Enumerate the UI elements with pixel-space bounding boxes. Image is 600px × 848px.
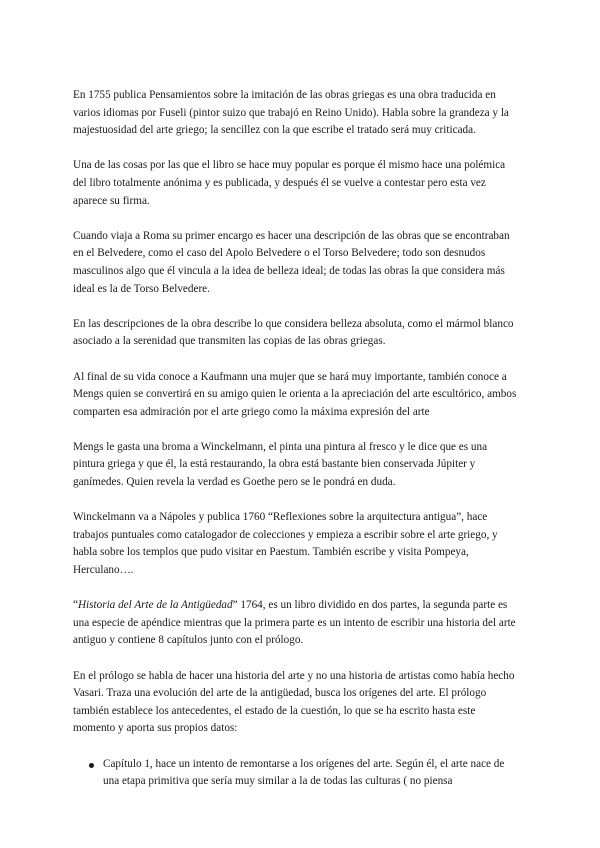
paragraph-broma-mengs: Mengs le gasta una broma a Winckelmann, el pinta una pintura al fresco y le dice que es una pintura griega y que él, la está restaurando, la obra está bastante bien conservada Júpiter y ganímedes. Quien revela la verdad es Goethe pero se le pondrá en duda. xyxy=(73,440,488,489)
paragraph-historia-arte xyxy=(73,597,519,650)
paragraph-roma-belvedere: Cuando viaja a Roma su primer encargo es hacer una descripción de las obras que se encontraban en el Belvedere, como el caso del Apolo Belvedere o el Torso Belvedere; todo son desnudos masculinos algo que él vincula a la idea de belleza ideal; de todas las obras la que considera más ideal es la de Torso Belvedere. xyxy=(73,229,510,295)
paragraph-belleza-absoluta: En las descripciones de la obra describe lo que considera belleza absoluta, como el mármol blanco asociado a la serenidad que transmiten las copias de las obras griegas. xyxy=(73,317,514,348)
paragraph-prologo: En el prólogo se habla de hacer una historia del arte y no una historia de artistas como había hecho Vasari. Traza una evolución del arte de la antigüedad, busca los orígenes del arte. El prólogo también establece los antecedentes, el estado de la cuestión, lo que se ha escrito hasta este momento y aporta sus propios datos: xyxy=(73,669,515,735)
list-item xyxy=(73,756,519,791)
paragraph-polemica: Una de las cosas por las que el libro se hace muy popular es porque él mismo hace una polémica del libro totalmente anónima y es publicada, y después él se vuelve a contestar pero esta vez aparece su firma. xyxy=(73,159,506,207)
chapter-list xyxy=(73,756,519,791)
document-body xyxy=(73,87,519,791)
book-title: Historia del Arte de la Antigüedad xyxy=(77,599,233,612)
paragraph-napoles: Winckelmann va a Nápoles y publica 1760 “Reflexiones sobre la arquitectura antigua”, hace trabajos puntuales como catalogador de colecciones y empieza a escribir sobre el arte griego, y habla sobre los templos que pudo visitar en Paestum. También escribe y visita Pompeya, Herculano…. xyxy=(73,511,498,577)
list-item-text: Capítulo 1, hace un intento de remontarse a los orígenes del arte. Según él, el arte nace de una etapa primitiva que sería muy similar a la de todas las culturas ( no piensa xyxy=(103,757,505,788)
paragraph-pensamientos: En 1755 publica Pensamientos sobre la imitación de las obras griegas es una obra traducida en varios idiomas por Fuseli (pintor suizo que trabajó en Reino Unido). Habla sobre la grandeza y la majestuosidad del arte griego; la sencillez con la que escribe el tratado será muy criticada. xyxy=(73,89,509,137)
historia-description: ” 1764, es un libro dividido en dos partes, la segunda parte es una especie de apéndice mientras que la primera parte es un intento de escribir una historia del arte antiguo y contiene 8 capítulos junto con el prólogo. xyxy=(73,599,516,647)
open-quote: “ xyxy=(73,599,78,612)
bullet-icon xyxy=(89,763,94,768)
paragraph-kaufmann-mengs: Al final de su vida conoce a Kaufmann una mujer que se hará muy importante, también conoce a Mengs quien se convertirá en su amigo quien le orienta a la apreciación del arte escultórico, ambos comparten esa admiración por el arte griego como la máxima expresión del arte xyxy=(73,370,517,418)
